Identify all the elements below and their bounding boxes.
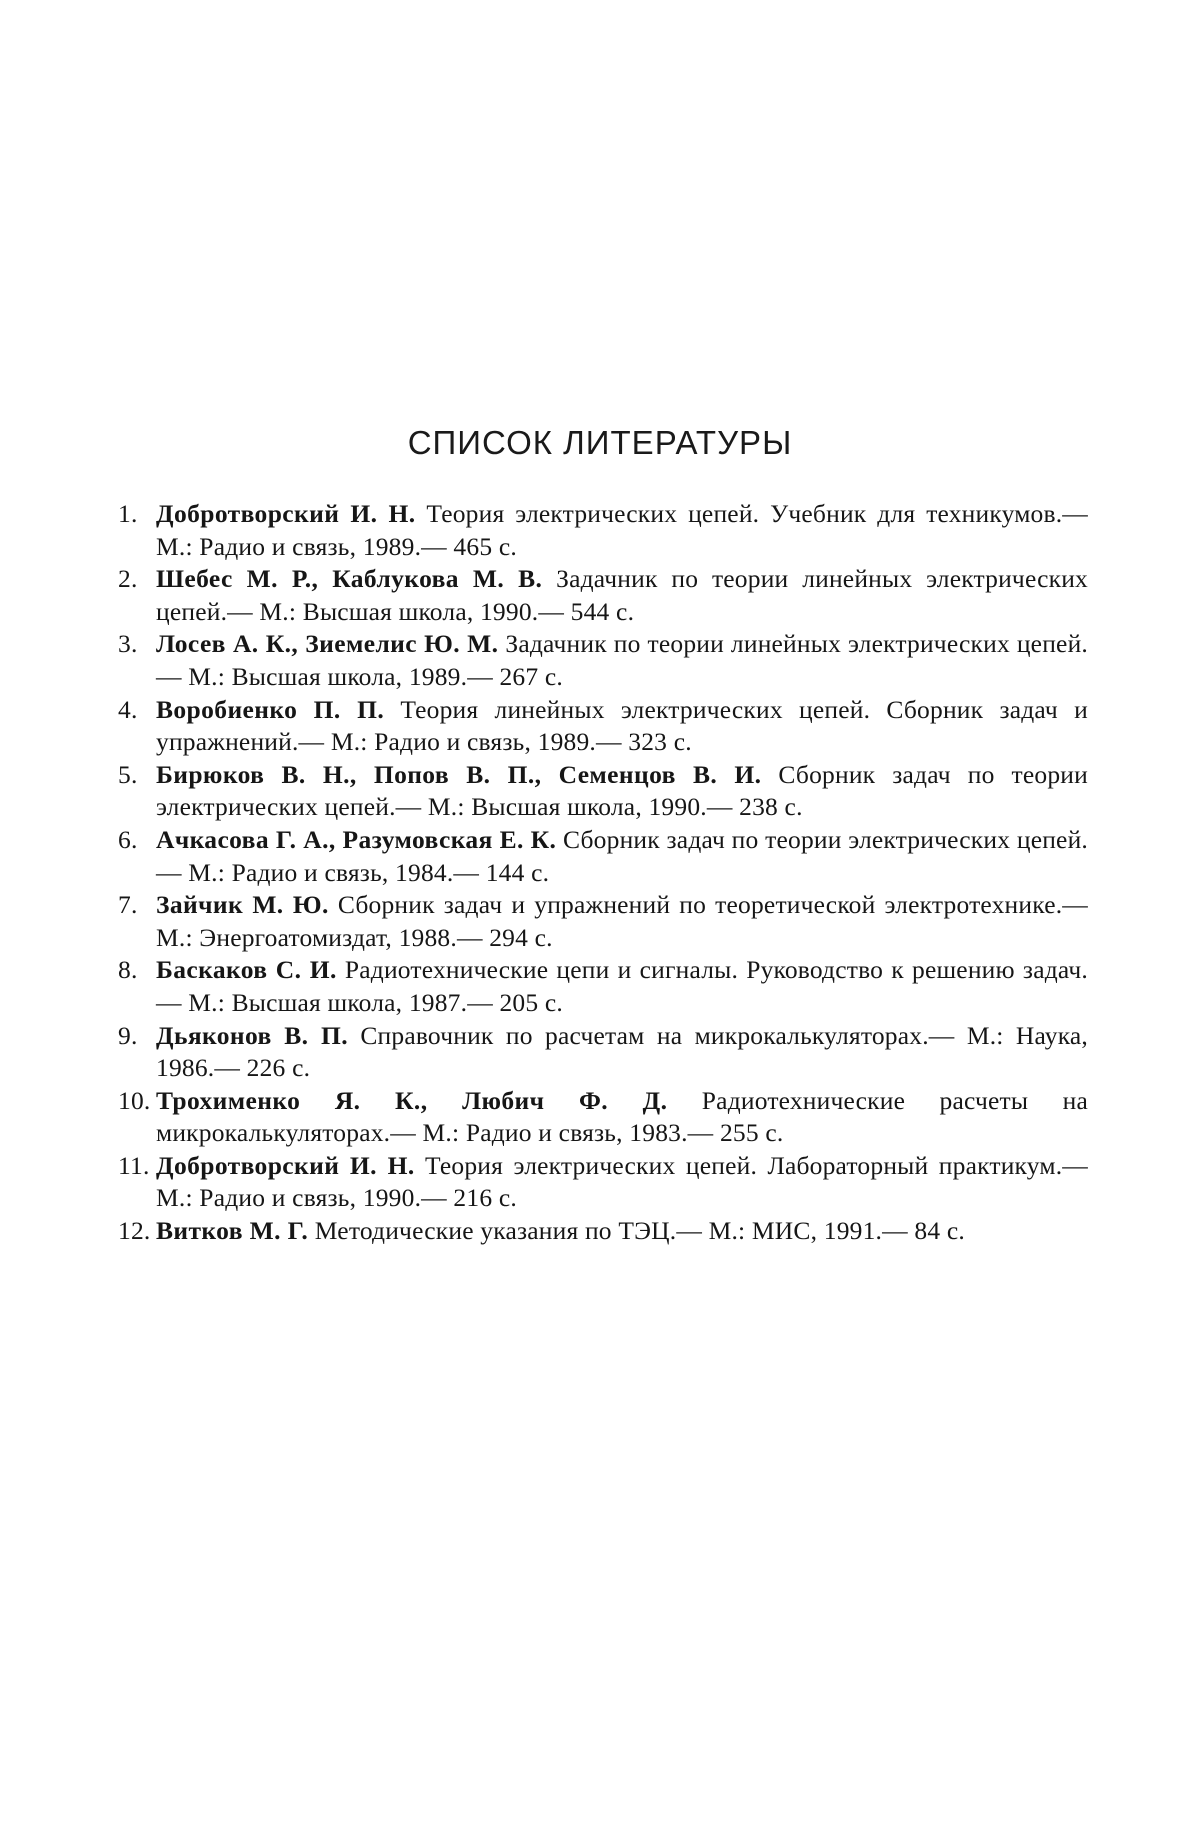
reference-authors: Трохименко Я. К., Любич Ф. Д. <box>156 1085 668 1115</box>
reference-text: Радиотехнические цепи и сигналы. Руководство к решению задач.— М.: Высшая школа, 1987.— 205 с. <box>156 955 1088 1017</box>
reference-item <box>118 498 1088 563</box>
reference-text: Сборник задач по теории электрических цепей.— М.: Высшая школа, 1990.— 238 с. <box>156 759 1088 822</box>
reference-text: Методические указания по ТЭЦ.— М.: МИС, 1991.— 84 с. <box>308 1216 965 1246</box>
reference-item <box>118 889 1088 954</box>
reference-authors: Бирюков В. Н., Попов В. П., Семенцов В. И. <box>156 759 762 789</box>
reference-number: 9. <box>118 1020 138 1050</box>
reference-number: 10. <box>118 1085 151 1115</box>
reference-authors: Добротворский И. Н. <box>156 1150 415 1180</box>
reference-number: 7. <box>118 890 138 920</box>
reference-item <box>118 759 1088 824</box>
reference-authors: Ачкасова Г. А., Разумовская Е. К. <box>156 824 557 854</box>
reference-item <box>118 1085 1088 1150</box>
reference-authors: Зайчик М. Ю. <box>156 890 329 920</box>
reference-authors: Воробиенко П. П. <box>156 694 385 724</box>
reference-authors: Добротворский И. Н. <box>156 499 416 528</box>
reference-authors: Витков М. Г. <box>156 1216 309 1246</box>
reference-number: 4. <box>118 694 138 724</box>
reference-text: Справочник по расчетам на микрокалькуляторах.— М.: Наука, 1986.— 226 с. <box>156 1020 1088 1083</box>
reference-item <box>118 694 1088 759</box>
reference-number: 2. <box>118 564 138 594</box>
reference-text: Теория электрических цепей. Лабораторный практикум.— М.: Радио и связь, 1990.— 216 с. <box>156 1150 1088 1213</box>
reference-number: 5. <box>118 759 138 789</box>
reference-number: 12. <box>118 1216 151 1246</box>
reference-number: 8. <box>118 955 138 985</box>
reference-text: Сборник задач по теории электрических цепей.— М.: Радио и связь, 1984.— 144 с. <box>156 824 1088 887</box>
reference-item <box>118 954 1088 1019</box>
reference-number: 1. <box>118 499 138 528</box>
reference-item <box>118 628 1088 693</box>
reference-item <box>118 1150 1088 1215</box>
reference-text: Радиотехнические расчеты на микрокалькуляторах.— М.: Радио и связь, 1983.— 255 с. <box>156 1085 1088 1148</box>
reference-authors: Лосев А. К., Зиемелис Ю. М. <box>156 629 499 659</box>
reference-text: Сборник задач и упражнений по теоретической электротехнике.— М.: Энергоатомиздат, 1988.— 294 с. <box>156 890 1089 952</box>
reference-item <box>118 1020 1088 1085</box>
reference-number: 6. <box>118 824 138 854</box>
reference-authors: Шебес М. Р., Каблукова М. В. <box>156 564 543 594</box>
bibliography-list <box>118 498 1088 1248</box>
reference-number: 11. <box>118 1150 150 1180</box>
reference-authors: Баскаков С. И. <box>156 955 337 985</box>
reference-item <box>118 824 1088 889</box>
reference-item <box>118 563 1088 628</box>
reference-text: Теория линейных электрических цепей. Сборник задач и упражнений.— М.: Радио и связь, 1989.— 323 с. <box>156 694 1088 757</box>
reference-text: Задачник по теории линейных электрических цепей.— М.: Высшая школа, 1989.— 267 с. <box>156 629 1088 691</box>
reference-item <box>118 1215 1088 1248</box>
reference-text: Теория электрических цепей. Учебник для техникумов.— М.: Радио и связь, 1989.— 465 с. <box>156 499 1089 561</box>
reference-number: 3. <box>118 629 138 659</box>
reference-text: Задачник по теории линейных электрических цепей.— М.: Высшая школа, 1990.— 544 с. <box>156 564 1089 626</box>
reference-authors: Дьяконов В. П. <box>156 1020 348 1050</box>
page-title: СПИСОК ЛИТЕРАТУРЫ <box>407 424 793 461</box>
